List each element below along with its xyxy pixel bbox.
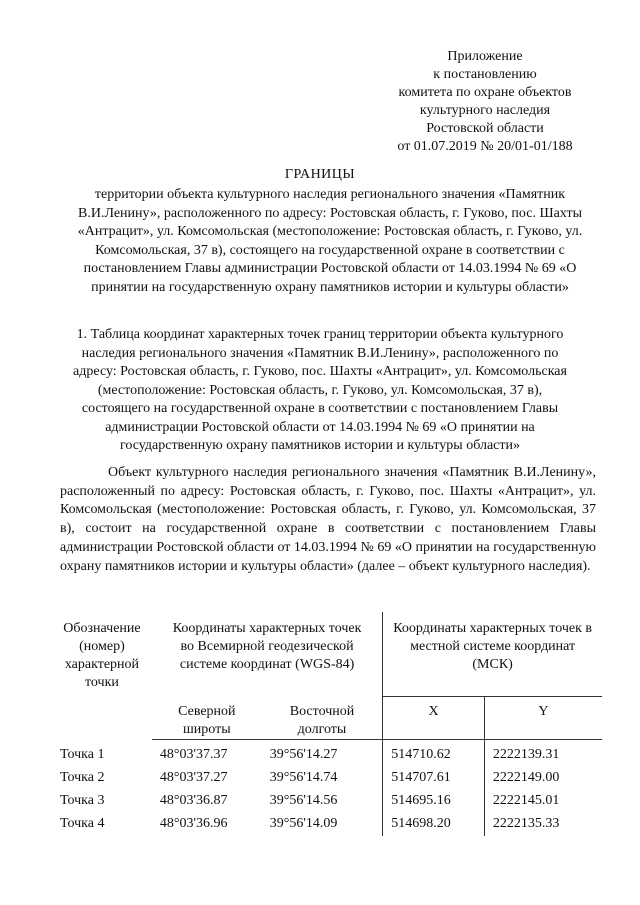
appendix-line: комитета по охране объектов	[398, 85, 572, 100]
header-north: Северной широты	[152, 697, 262, 740]
header-y: Y	[484, 697, 602, 740]
cell-x: 514710.62	[383, 739, 485, 767]
cell-north: 48°03'36.87	[159, 793, 228, 808]
appendix-block	[380, 48, 590, 156]
cell-y: 2222135.33	[484, 813, 602, 836]
appendix-line: культурного наследия	[419, 103, 551, 118]
header-east: Восточной долготы	[262, 697, 383, 740]
cell-east: 39°56'14.74	[269, 770, 338, 785]
appendix-line: к постановлению	[433, 67, 537, 82]
appendix-line: Приложение	[447, 49, 523, 64]
cell-east: 39°56'14.56	[269, 793, 338, 808]
table-row	[52, 767, 602, 790]
header-point: Обозначение (номер) характерной точки	[63, 621, 141, 690]
cell-x: 514695.16	[383, 790, 485, 813]
body-paragraph: Объект культурного наследия регионального значения «Памятник В.И.Ленину», расположенный по адресу: Ростовская область, г. Гуково, пос. Шахты «Антрацит», ул. Комсомольская (местоположение: Ростовская область, г. Гуково, ул. Комсомольская, 37 в), состоит на государственной охране в соответствии с постановлением Главы администрации Ростовской области от 14.03.1994 № 69 «О принятии на государственную охрану памятников истории и культуры области» (далее – объект культурного наследия).	[60, 465, 596, 574]
cell-y: 2222139.31	[484, 739, 602, 767]
appendix-line: от 01.07.2019 № 20/01-01/188	[397, 139, 573, 154]
document-title: ГРАНИЦЫ	[284, 167, 356, 182]
cell-north: 48°03'37.27	[159, 770, 228, 785]
cell-point: Точка 3	[60, 793, 105, 808]
header-x: X	[383, 697, 485, 740]
document-subtitle: территории объекта культурного наследия регионального значения «Памятник В.И.Ленину», расположенного по адресу: Ростовская область, г. Гуково, пос. Шахты «Антрацит», ул. Комсомольская (местоположение: Ростовская область, г. Гуково, ул. Комсомольская, 37 в), состоящего на государственной охране в соответствии с постановлением Главы администрации Ростовской области от 14.03.1994 № 69 «О принятии на государственную охрану памятников истории и культуры области»	[77, 187, 583, 295]
header-msk: Координаты характерных точек в местной системе координат (МСК)	[383, 612, 602, 697]
appendix-line: Ростовской области	[426, 121, 544, 136]
table-row	[52, 813, 602, 836]
header-wgs: Координаты характерных точек во Всемирной геодезической системе координат (WGS-84)	[172, 621, 362, 672]
cell-x: 514698.20	[383, 813, 485, 836]
cell-point: Точка 1	[60, 746, 105, 762]
cell-y: 2222145.01	[484, 790, 602, 813]
table-row	[52, 739, 602, 767]
cell-east: 39°56'14.09	[269, 816, 338, 831]
cell-x: 514707.61	[383, 767, 485, 790]
section-heading: 1. Таблица координат характерных точек границ территории объекта культурного наследия регионального значения «Памятник В.И.Ленину», расположенного по адресу: Ростовская область, г. Гуково, пос. Шахты «Антрацит», ул. Комсомольская (местоположение: Ростовская область, г. Гуково, ул. Комсомольская, 37 в), состоящего на государственной охране в соответствии с постановлением Главы администрации Ростовской области от 14.03.1994 № 69 «О принятии на государственную охрану памятников истории и культуры области»	[73, 327, 567, 453]
cell-y: 2222149.00	[484, 767, 602, 790]
cell-north: 48°03'37.37	[159, 747, 228, 762]
coordinates-table	[52, 612, 602, 836]
cell-point: Точка 4	[60, 816, 105, 831]
cell-north: 48°03'36.96	[159, 816, 228, 831]
table-row	[52, 790, 602, 813]
cell-point: Точка 2	[60, 770, 105, 785]
cell-east: 39°56'14.27	[269, 747, 338, 762]
